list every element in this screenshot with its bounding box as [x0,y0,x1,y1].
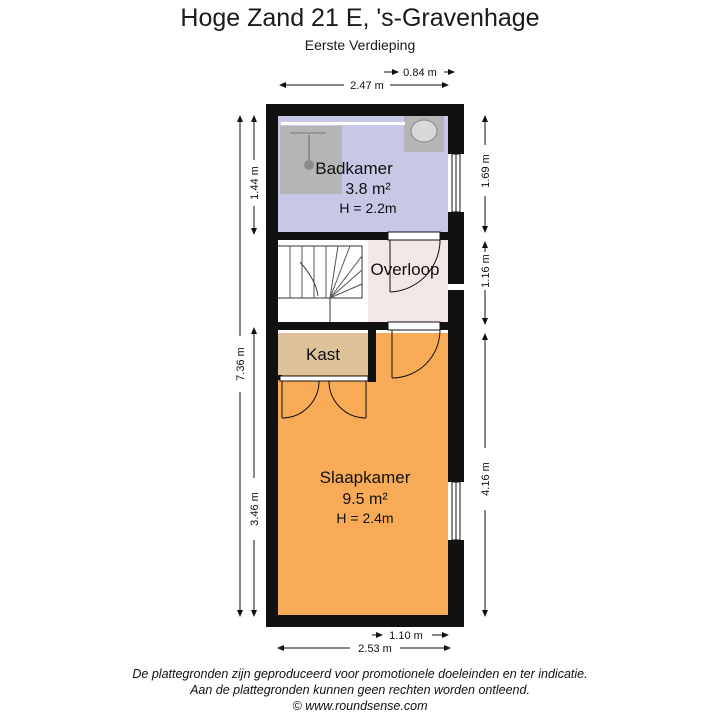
room-badkamer-area: 3.8 m² [345,181,391,198]
footer-disclaimer-2: Aan de plattegronden kunnen geen rechten worden ontleend. [190,683,530,697]
room-slaapkamer-height: H = 2.4m [336,510,394,526]
page-title: Hoge Zand 21 E, 's-Gravenhage [180,4,540,32]
shower-head-icon [304,160,314,170]
room-badkamer-height: H = 2.2m [339,200,397,216]
room-slaapkamer-name: Slaapkamer [319,468,411,487]
dim-left-outer: 7.36 m [235,347,247,381]
dim-right-3: 4.16 m [480,462,492,496]
dim-top-total: 2.47 m [350,80,384,92]
room-slaapkamer-area: 9.5 m² [342,491,388,508]
dim-left-upper: 1.44 m [249,166,261,200]
page-subtitle: Eerste Verdieping [304,37,416,53]
dim-top-partial: 0.84 m [403,67,437,79]
staircase [278,240,368,328]
dim-bottom-total: 2.53 m [358,643,392,655]
dim-bottom-partial: 1.10 m [389,630,423,642]
room-kast-name: Kast [305,345,341,364]
room-badkamer-name: Badkamer [315,159,393,178]
dim-right-2: 1.16 m [480,254,492,288]
dim-right-1: 1.69 m [480,154,492,188]
dim-left-lower: 3.46 m [249,492,261,526]
room-overloop-name: Overloop [370,260,440,279]
sink-basin-icon [411,120,437,142]
footer-copyright: © www.roundsense.com [292,699,428,713]
footer-disclaimer-1: De plattegronden zijn geproduceerd voor promotionele doeleinden en ter indicatie. [132,667,588,681]
